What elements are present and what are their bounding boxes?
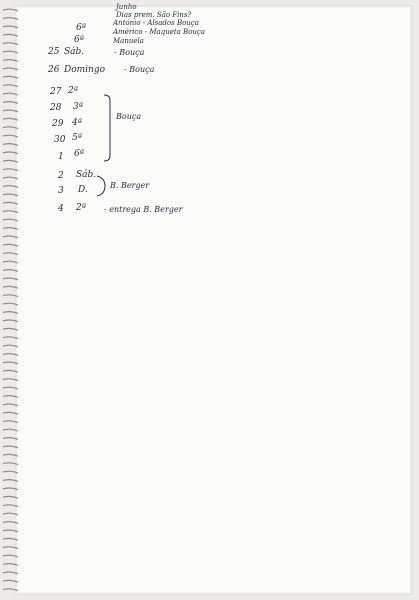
row-day: Domingo xyxy=(64,65,106,75)
row-date: 25 xyxy=(48,47,60,57)
row-day: 2ª xyxy=(68,86,79,96)
row-day: Sáb. xyxy=(76,170,97,180)
row-day: 6ª xyxy=(76,23,87,33)
row-date: 28 xyxy=(50,103,62,113)
row-date: 2 xyxy=(58,171,64,181)
row-day: Sáb. xyxy=(64,47,85,57)
row-date: 1 xyxy=(58,152,64,162)
header-note-1: Dias prem. São Fins? xyxy=(116,11,192,19)
row-day: 6ª xyxy=(74,35,85,45)
row-day: 2ª xyxy=(76,203,87,213)
row-day: 4ª xyxy=(72,118,83,128)
row-date: 26 xyxy=(48,65,60,75)
header-note-3: Américo - Maqueta Bouça xyxy=(113,28,206,36)
row-date: 27 xyxy=(50,87,62,97)
row-date: 29 xyxy=(52,119,64,129)
row-date: 3 xyxy=(58,186,64,196)
header-month: Junho xyxy=(116,3,137,11)
row-day: D. xyxy=(78,185,88,195)
bracket-note-berger: B. Berger xyxy=(110,181,150,190)
row-day: 6ª xyxy=(74,149,85,159)
header-note-2: António - Alsados Bouça xyxy=(113,19,199,27)
row-date: 4 xyxy=(58,204,64,214)
row-day: 5ª xyxy=(72,133,83,143)
row-note: - Bouça xyxy=(124,65,155,74)
row-note: - Bouça xyxy=(114,48,145,57)
row-day: 3ª xyxy=(73,102,84,112)
header-note-4: Manuela xyxy=(113,37,144,45)
bracket-note-bouca: Bouça xyxy=(116,112,142,121)
row-note: - entrega B. Berger xyxy=(104,205,183,214)
row-date: 30 xyxy=(54,135,66,145)
